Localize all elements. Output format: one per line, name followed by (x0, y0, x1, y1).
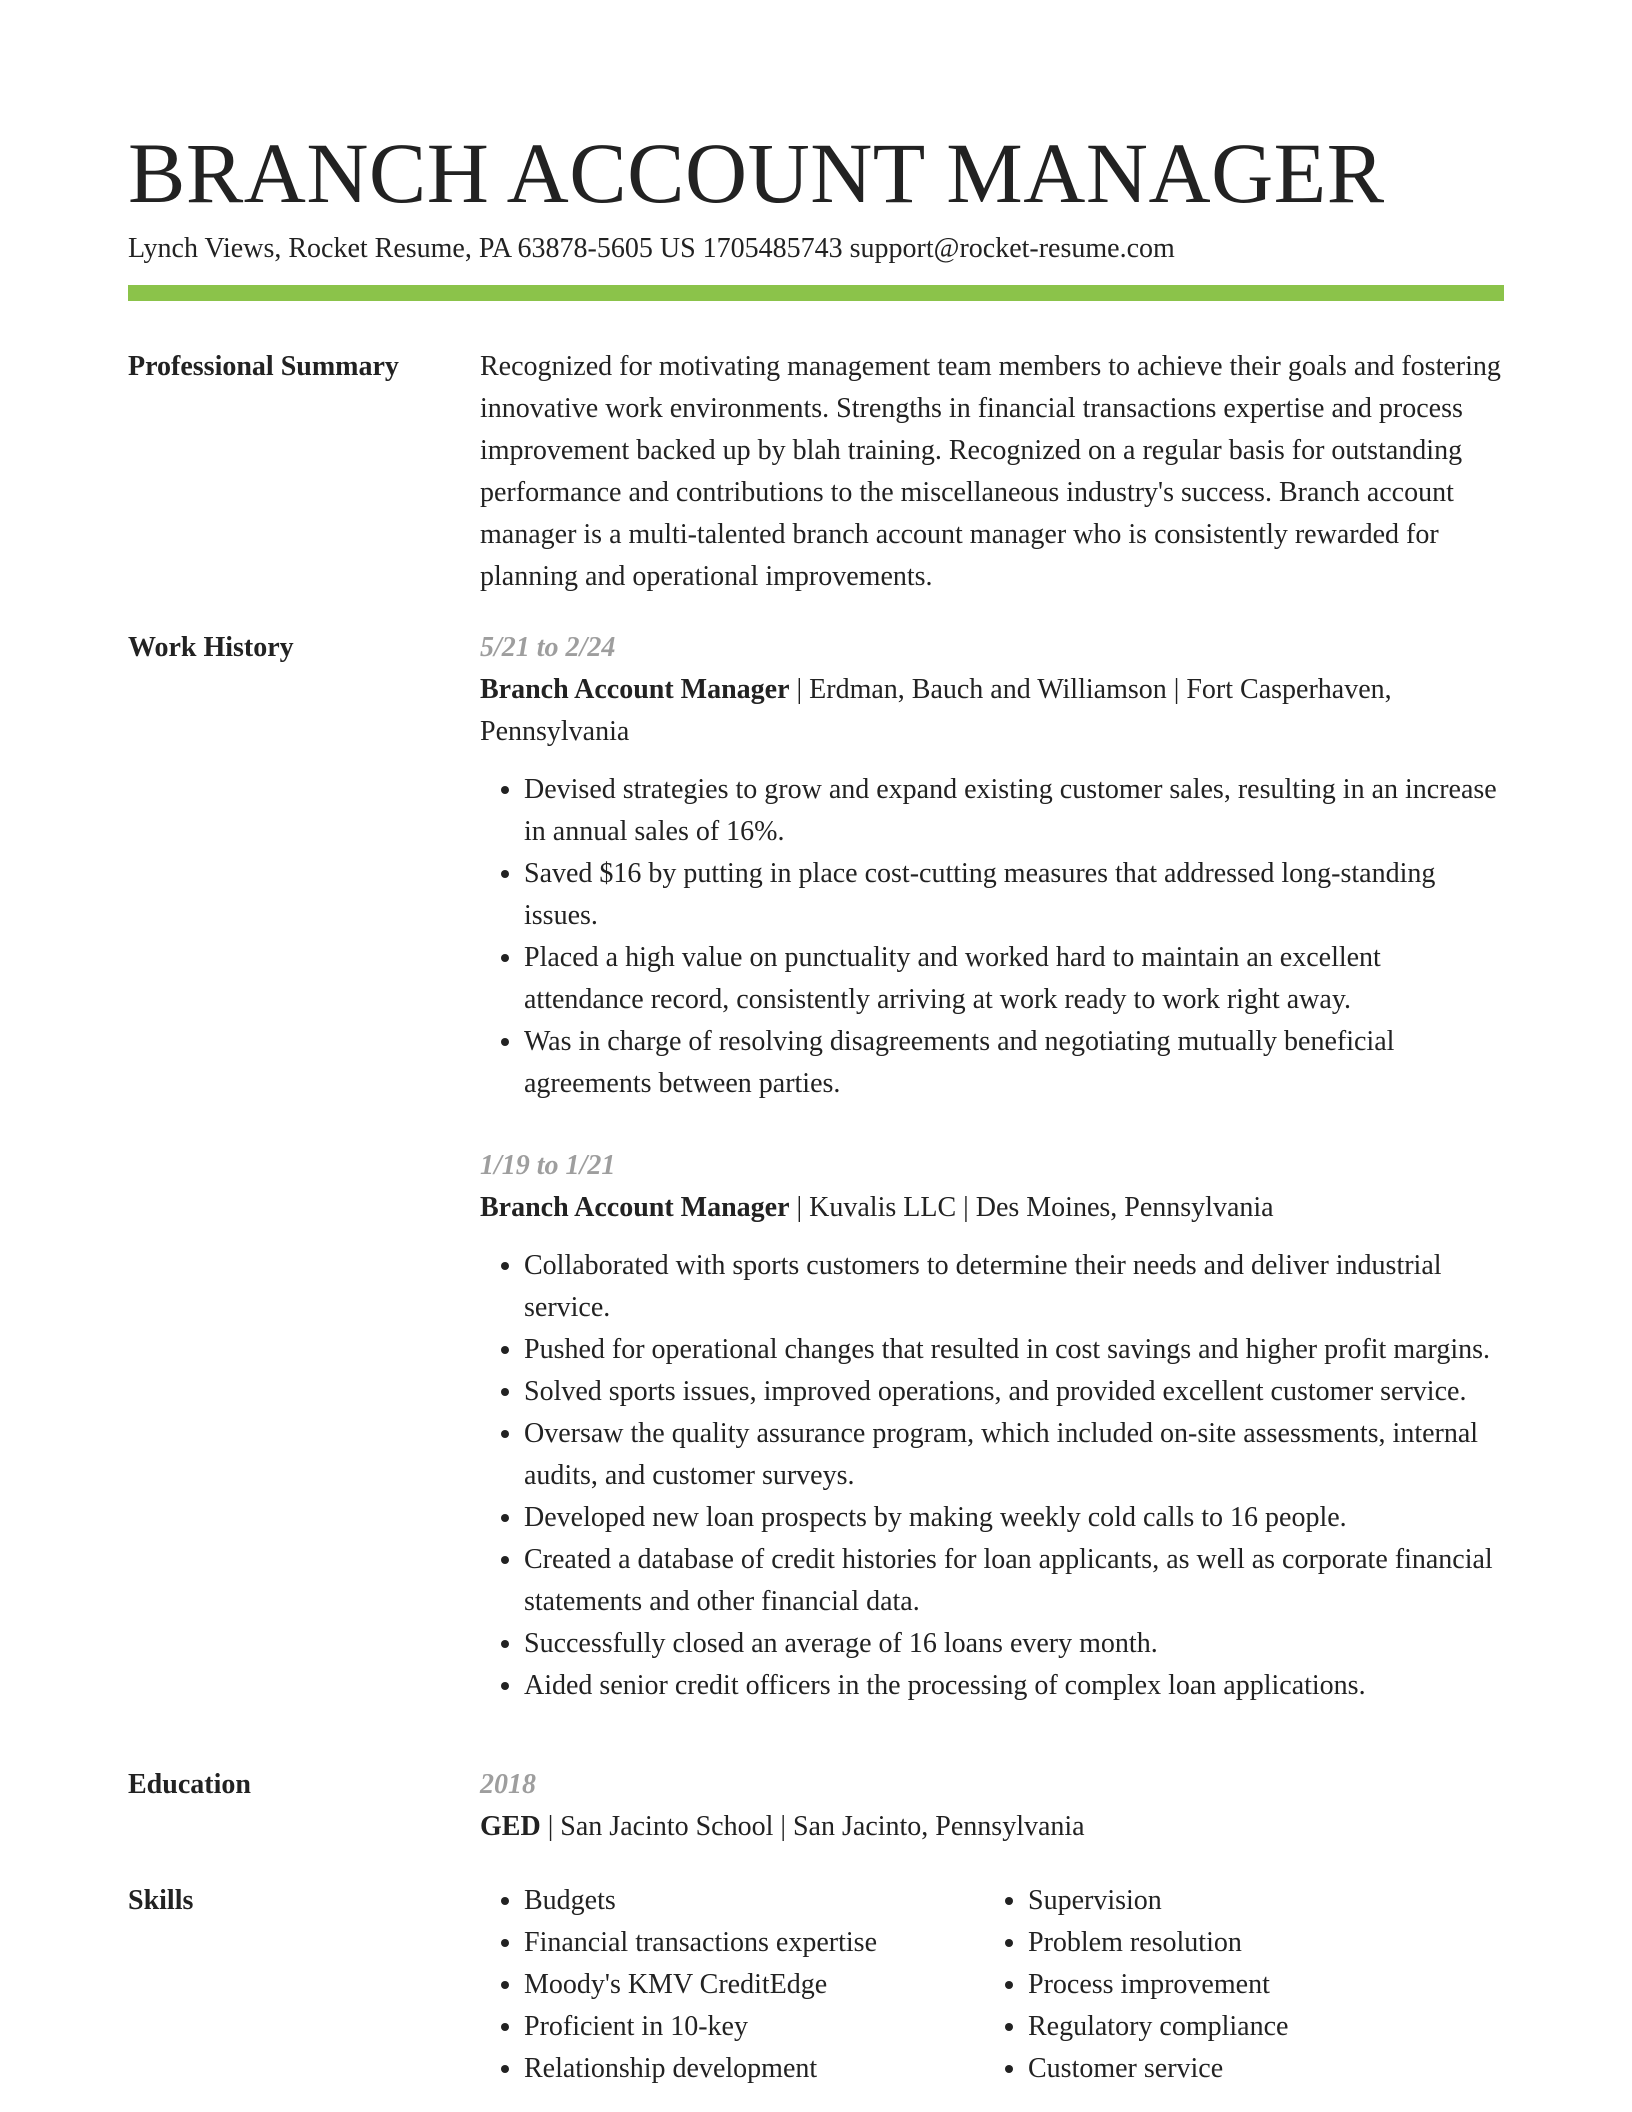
skill-item: • Moody's KMV CreditEdge (524, 1964, 984, 2006)
education-year: 2018 (480, 1769, 536, 1800)
skill-item: • Supervision (1028, 1880, 1488, 1922)
job-entry (480, 627, 1504, 1105)
bullet-item: • Oversaw the quality assurance program, which included on-site assessments, internal audits, and customer surveys. (524, 1413, 1504, 1497)
skill-item: • Relationship development (524, 2048, 984, 2090)
bullet-item: • Developed new loan prospects by making weekly cold calls to 16 people. (524, 1497, 1504, 1539)
job-bullets (480, 1245, 1504, 1707)
skills-column-right (984, 1880, 1488, 2090)
header-divider (128, 285, 1504, 301)
job-entry (480, 1145, 1504, 1707)
job-title: Branch Account Manager (480, 1192, 790, 1223)
summary-text: Recognized for motivating management team members to achieve their goals and fostering innovative work environments. Strengths in financial transactions expertise and process improvement backed up by blah training. Recognized on a regular basis for outstanding performance and contributions to the miscellaneous industry's success. Branch account manager is a multi-talented branch account manager who is consistently rewarded for planning and operational improvements. (480, 351, 1501, 592)
summary-body (480, 346, 1504, 598)
section-label-education: Education (128, 1769, 251, 1800)
contact-info: Lynch Views, Rocket Resume, PA 63878-5605 US 1705485743 support@rocket-resume.com (128, 233, 1175, 264)
education-details: | San Jacinto School | San Jacinto, Pennsylvania (540, 1811, 1085, 1842)
bullet-item: • Saved $16 by putting in place cost-cutting measures that addressed long-standing issues. (524, 853, 1504, 937)
skill-item: • Proficient in 10-key (524, 2006, 984, 2048)
education-body (480, 1764, 1504, 1848)
skill-item: • Customer service (1028, 2048, 1488, 2090)
job-heading (480, 1187, 1504, 1229)
skill-item: • Process improvement (1028, 1964, 1488, 2006)
work-history-body (480, 627, 1504, 1707)
skills-body (480, 1880, 1504, 2090)
education-heading (480, 1806, 1504, 1848)
bullet-item: • Created a database of credit histories for loan applicants, as well as corporate financial statements and other financial data. (524, 1539, 1504, 1623)
job-bullets (480, 769, 1504, 1105)
resume-title: BRANCH ACCOUNT MANAGER (128, 125, 1385, 221)
skills-list-left (480, 1880, 984, 2090)
section-label-skills: Skills (128, 1885, 194, 1916)
bullet-item: • Aided senior credit officers in the processing of complex loan applications. (524, 1665, 1504, 1707)
skills-column-left (480, 1880, 984, 2090)
bullet-item: • Solved sports issues, improved operations, and provided excellent customer service. (524, 1371, 1504, 1413)
skills-list-right (984, 1880, 1488, 2090)
section-label-work-history: Work History (128, 632, 294, 663)
skills-columns (480, 1880, 1504, 2090)
skill-item: • Financial transactions expertise (524, 1922, 984, 1964)
job-title: Branch Account Manager (480, 674, 790, 705)
skill-item: • Regulatory compliance (1028, 2006, 1488, 2048)
bullet-item: • Successfully closed an average of 16 loans every month. (524, 1623, 1504, 1665)
job-heading (480, 669, 1504, 753)
bullet-item: • Devised strategies to grow and expand existing customer sales, resulting in an increase in annual sales of 16%. (524, 769, 1504, 853)
bullet-item: • Placed a high value on punctuality and worked hard to maintain an excellent attendance record, consistently arriving at work ready to work right away. (524, 937, 1504, 1021)
bullet-item: • Was in charge of resolving disagreements and negotiating mutually beneficial agreements between parties. (524, 1021, 1504, 1105)
job-dates: 5/21 to 2/24 (480, 632, 616, 663)
education-degree: GED (480, 1811, 541, 1842)
skill-item: • Problem resolution (1028, 1922, 1488, 1964)
job-details: | Erdman, Bauch and Williamson | Fort Casperhaven, Pennsylvania (480, 674, 1392, 747)
job-details: | Kuvalis LLC | Des Moines, Pennsylvania (789, 1192, 1274, 1223)
bullet-item: • Collaborated with sports customers to determine their needs and deliver industrial service. (524, 1245, 1504, 1329)
skill-item: • Budgets (524, 1880, 984, 1922)
bullet-item: • Pushed for operational changes that resulted in cost savings and higher profit margins. (524, 1329, 1504, 1371)
job-dates: 1/19 to 1/21 (480, 1150, 616, 1181)
section-label-summary: Professional Summary (128, 351, 399, 382)
